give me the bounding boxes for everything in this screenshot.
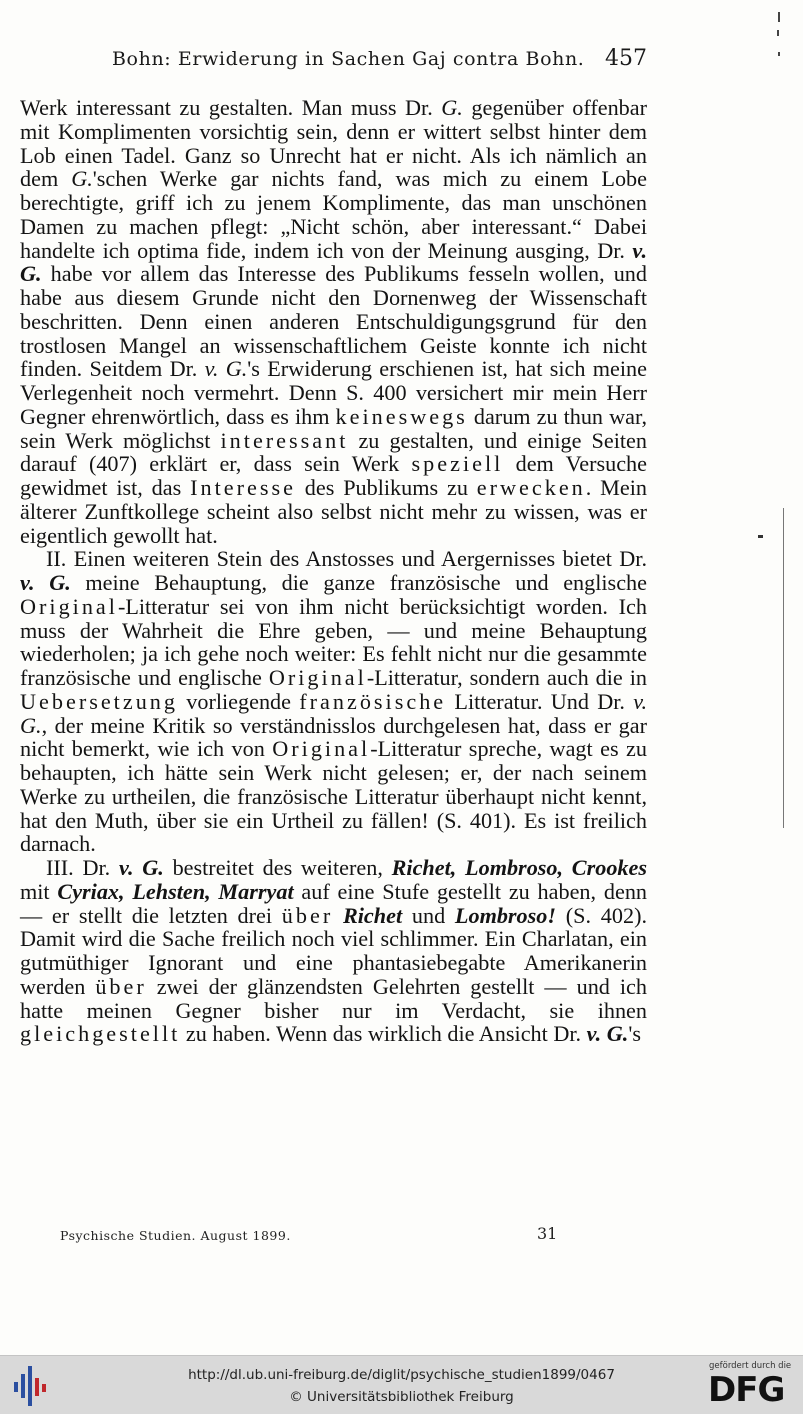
spaced-emphasis: Interesse: [190, 475, 296, 500]
spaced-emphasis: erwecken: [476, 475, 586, 500]
spaced-emphasis: speziell: [411, 451, 504, 477]
margin-tick: [778, 52, 780, 56]
author-initial: v. G.: [20, 570, 71, 595]
page-header: [20, 44, 647, 78]
spaced-emphasis: Original: [20, 593, 118, 619]
dfg-caption: gefördert durch die: [709, 1361, 792, 1371]
spaced-emphasis: Original: [268, 665, 367, 690]
margin-tick: [758, 535, 763, 538]
spaced-emphasis: Uebersetzung: [20, 688, 178, 714]
author-initial: v. G.: [586, 1021, 629, 1047]
cited-names: Lombroso!: [454, 902, 557, 928]
spaced-emphasis: über: [281, 902, 334, 928]
author-initial: v. G.: [20, 688, 647, 738]
journal-issue: Psychische Studien. August 1899.: [60, 1228, 291, 1243]
author-initial: v. G.: [20, 237, 647, 287]
paragraph-2: II. Einen weiteren Stein des Anstosses und Aergernisses bietet Dr. v. G. meine Behauptung, die ganze französische und englische Original-Litteratur sei von ihm nicht berücksichtigt worden. Ich muss der Wahrheit die Ehre geben, — und meine Behauptung wiederholen; ja ich gehe noch weiter: Es fehlt nicht nur die gesammte französische und englische Original-Litteratur, sondern auch die in Uebersetzung vorliegende französische Litteratur. Und Dr. v. G., der meine Kritik so verständnisslos durchgelesen hat, dass er gar nicht bemerkt, wie ich von Original-Litteratur spreche, wagt es zu behaupten, ich hätte sein Werk nicht gelesen; er, der nach seinem Werke zu urtheilen, die französische Litteratur überhaupt nicht kennt, hat den Muth, über sie ein Urtheil zu fällen! (S. 401). Es ist freilich darnach.: [20, 546, 647, 857]
paragraph-1: Werk interessant zu gestalten. Man muss Dr. G. gegenüber offenbar mit Komplimenten vorsichtig sein, denn er wittert selbst hinter dem Lob einen Tadel. Ganz so Unrecht hat er nicht. Als ich nämlich an dem G.'schen Werke gar nichts fand, was mich zu einem Lobe berechtigte, griff ich zu jenem Komplimente, das man unschönen Damen zu machen pflegt: „Nicht schön, aber interessant.“ Dabei handelte ich optima fide, indem ich von der Meinung ausging, Dr. v. G. habe vor allem das Interesse des Publikums fesseln wollen, und habe aus diesem Grunde nicht den Dornenweg der Wissenschaft beschritten. Denn einen anderen Entschuldigungsgrund für den trostlosen Mangel an wissenschaftlichem Geiste konnte ich nicht finden. Seitdem Dr. v. G.'s Erwiderung erschienen ist, hat sich meine Verlegenheit noch vermehrt. Denn S. 400 versichert mir mein Herr Gegner ehrenwörtlich, dass es ihm keineswegs darum zu thun war, sein Werk möglichst interessant zu gestalten, und einige Seiten darauf (407) erklärt er, dass sein Werk speziell dem Versuche gewidmet ist, das Interesse des Publikums zu erwecken. Mein älterer Zunftkollege scheint also selbst nicht mehr zu wissen, was er eigentlich gewollt hat.: [20, 95, 647, 548]
page-footer: [20, 1224, 647, 1250]
body-text: [20, 96, 647, 1046]
margin-tick: [778, 12, 780, 22]
cited-names: Richet, Lombroso, Crookes: [391, 855, 647, 880]
cited-names: Richet: [342, 902, 403, 928]
spaced-emphasis: interessant: [220, 427, 349, 453]
dfg-logo: DFG: [708, 1370, 785, 1410]
margin-marks: [775, 0, 795, 1355]
spaced-emphasis: gleichgestellt: [20, 1021, 181, 1047]
bottom-info-bar: [0, 1355, 803, 1414]
cited-names: Cyriax, Lehsten, Marryat: [57, 878, 294, 904]
spaced-emphasis: französische: [299, 688, 447, 714]
copyright-notice: © Universitätsbibliothek Freiburg: [289, 1389, 514, 1405]
spaced-emphasis: keineswegs: [335, 403, 468, 429]
running-title: Bohn: Erwiderung in Sachen Gaj contra Bohn.: [112, 48, 585, 70]
spaced-emphasis: Original: [272, 736, 371, 762]
author-initial: v. G.: [204, 356, 248, 382]
margin-tick: [777, 30, 779, 36]
page-number: 457: [605, 46, 647, 71]
margin-tick: [783, 508, 784, 828]
author-initial: G.: [71, 166, 93, 192]
author-initial: v. G.: [118, 855, 164, 880]
author-initial: G.: [441, 95, 463, 120]
paragraph-3: III. Dr. v. G. bestreitet des weiteren, Richet, Lombroso, Crookes mit Cyriax, Lehsten, Marryat auf eine Stufe gestellt zu haben, denn — er stellt die letzten drei über Richet und Lombroso! (S. 402). Damit wird die Sache freilich noch viel schlimmer. Ein Charlatan, ein gutmüthiger Ignorant und eine phantasiebegabte Amerikanerin werden über zwei der glänzendsten Gelehrten gestellt — und ich hatte meinen Gegner bisher nur im Verdacht, sie ihnen gleichgestellt zu haben. Wenn das wirklich die Ansicht Dr. v. G.'s: [20, 855, 648, 1047]
spaced-emphasis: über: [95, 973, 147, 999]
signature-mark: 31: [537, 1224, 558, 1243]
permalink-url[interactable]: http://dl.ub.uni-freiburg.de/diglit/psychische_studien1899/0467: [188, 1367, 615, 1383]
